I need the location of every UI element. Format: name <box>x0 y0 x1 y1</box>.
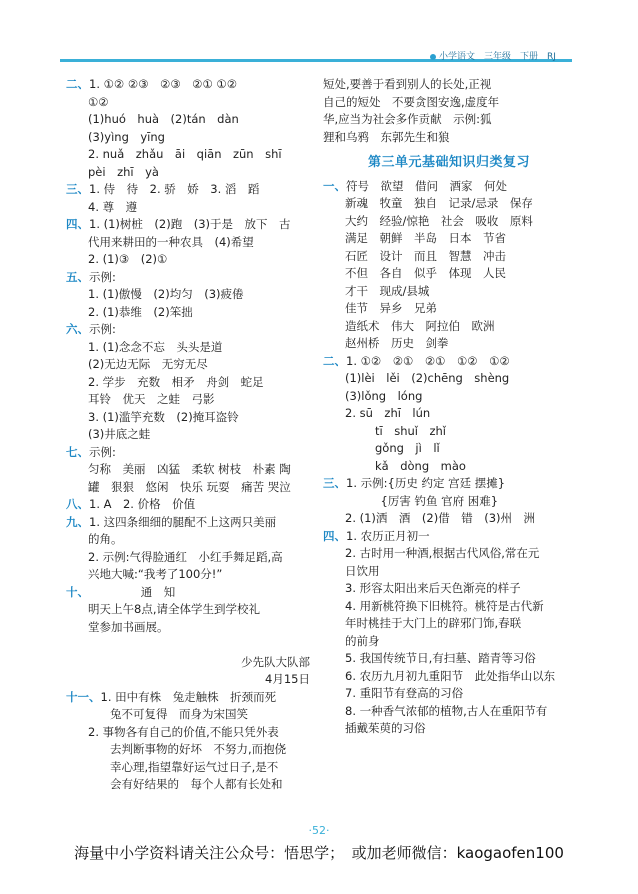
answer-line: 2. (1)洒 酒 (2)借 错 (3)州 洲 <box>345 511 535 525</box>
answer-line: 4月15日 <box>265 672 310 686</box>
right-top-continuation <box>323 76 575 146</box>
answer-line: 大约 经验/惊艳 社会 吸收 原料 <box>345 213 533 228</box>
answer-line: 3. (1)滥竽充数 (2)掩耳盗铃 <box>88 409 239 424</box>
answer-line: 3. 形容太阳出来后天色渐亮的样子 <box>345 581 521 595</box>
answer-line: 不但 各自 似乎 体现 人民 <box>345 266 506 280</box>
section-line: 四、1. 农历正月初一 <box>323 528 430 543</box>
answer-line: 去判断事物的好坏 不努力,而抱侥 <box>110 742 287 756</box>
answer-line: kǎ dòng mào <box>375 458 466 473</box>
answer-line: 满足 朝鲜 半岛 日本 节省 <box>345 231 506 245</box>
answer-line: 4. 尊 遵 <box>88 199 138 214</box>
answer-line: 插戴茱萸的习俗 <box>345 721 426 735</box>
answer-line: (1)huó huà (2)tán dàn <box>88 112 239 126</box>
answer-line: 明天上午8点,请全体学生到学校礼 <box>88 602 260 616</box>
answer-line: 兴地大喊:“我考了100分!” <box>88 567 223 581</box>
answer-line: {厉害 钓鱼 官府 困难} <box>323 493 499 508</box>
answer-line: 罐 狠狠 悠闲 快乐 玩耍 痛苦 哭泣 <box>88 479 291 494</box>
answer-line: 7. 重阳节有登高的习俗 <box>345 686 464 700</box>
answer-line: 短处,要善于看到别人的长处,正视 <box>323 77 492 91</box>
answer-line: 幸心理,指望靠好运气过日子,是不 <box>110 759 279 774</box>
right-column <box>323 76 575 738</box>
answer-line: 石匠 设计 而且 智慧 冲击 <box>345 248 506 263</box>
section-line: 七、示例: <box>66 444 116 459</box>
answer-line: 1. (1)念念不忘 头头是道 <box>88 339 223 354</box>
answer-line: ①② <box>88 94 109 109</box>
answer-line: pèi zhī yà <box>88 164 159 179</box>
page-number: ·52· <box>308 824 330 837</box>
answer-line: 狸和乌鸦 东郭先生和狼 <box>323 129 450 144</box>
header-tag-text: 小学语文 三年级 下册 RJ <box>439 52 556 62</box>
answer-line: 6. 农历九月初九重阳节 此处指华山以东 <box>345 668 556 683</box>
answer-line <box>66 636 318 654</box>
answer-line: 2. 学步 充数 相矛 舟剑 蛇足 <box>88 374 264 389</box>
answer-line: 新魂 牧童 独自 记录/忌录 保存 <box>345 196 533 210</box>
header-tag <box>430 49 556 62</box>
section-line: 二、1. ①② ②③ ②③ ②① ①② <box>66 77 238 91</box>
section-line: 三、1. 示例:{历史 约定 宫廷 摆摊} <box>323 476 506 490</box>
section-line: 十一、1. 田中有株 兔走触株 折颈而死 <box>66 689 277 704</box>
answer-line: 2. sū zhī lún <box>345 406 431 420</box>
answer-line: 代用来耕田的一种农具 (4)希望 <box>88 234 254 249</box>
unit-title: 第三单元基础知识归类复习 <box>367 155 530 170</box>
answer-line: 的前身 <box>345 633 380 648</box>
answer-line: 佳节 异乡 兄弟 <box>345 301 437 315</box>
answer-line: gǒng jì lǐ <box>375 441 440 455</box>
answer-line: 会有好结果的 每个人都有长处和 <box>110 777 283 791</box>
answer-line: 堂参加书画展。 <box>88 619 169 634</box>
answer-line: 1. (1)傲慢 (2)均匀 (3)疲倦 <box>88 287 244 301</box>
answer-line: 2. (1)③ (2)① <box>88 252 168 266</box>
section-line: 九、1. 这四条细细的腿配不上这两只美丽 <box>66 514 277 529</box>
answer-line: 2. (1)恭维 (2)笨拙 <box>88 304 193 319</box>
answer-line: 年时桃挂于大门上的辟邪门饰,春联 <box>345 616 522 630</box>
answer-line: 赵州桥 历史 剑拳 <box>345 336 449 350</box>
section-line: 三、1. 侍 待 2. 骄 娇 3. 滔 蹈 <box>66 182 260 196</box>
answer-line: 匀称 美丽 凶猛 柔软 树枝 朴素 陶 <box>88 462 291 476</box>
footer-notice: 海量中小学资料请关注公众号：悟思学； 或加老师微信：kaogaofen100 <box>74 844 564 862</box>
answer-line: 2. 事物各有自己的价值,不能只凭外表 <box>88 724 279 739</box>
section-line: 六、示例: <box>66 322 116 336</box>
answer-line: (3)yìng yīng <box>88 129 165 144</box>
answer-line: 才干 现成/县城 <box>345 283 430 298</box>
answer-line: 造纸术 伟大 阿拉伯 欧洲 <box>345 318 495 333</box>
answer-line: 华,应当为社会多作贡献 示例:狐 <box>323 112 492 126</box>
section-line: 八、1. A 2. 价格 价值 <box>66 497 196 511</box>
answer-line: 日饮用 <box>345 563 380 578</box>
section-line: 二、1. ①② ②① ②① ①② ①② <box>323 353 510 368</box>
answer-line: 5. 我国传统节日,有扫墓、踏青等习俗 <box>345 651 536 665</box>
answer-line: 2. nuǎ zhǎu āi qiān zūn shī <box>88 147 282 161</box>
left-column <box>66 76 318 794</box>
answer-line: tī shuǐ zhǐ <box>375 423 446 438</box>
answer-line: 4. 用新桃符换下旧桃符。桃符是古代新 <box>345 598 544 613</box>
section-line: 十、 通 知 <box>66 584 176 599</box>
answer-line: 兔不可复得 而身为宋国笑 <box>110 707 248 721</box>
answer-line: 的角。 <box>88 532 123 546</box>
answer-line: 自己的短处 不要贪图安逸,虚度年 <box>323 94 500 109</box>
answer-line: (3)井底之蛙 <box>88 427 151 441</box>
section-line: 一、符号 欲望 借问 酒家 何处 <box>323 178 507 193</box>
section-line: 五、示例: <box>66 269 116 284</box>
answer-line: 8. 一种香气浓郁的植物,古人在重阳节有 <box>345 703 548 718</box>
answer-line: 2. 示例:气得脸通红 小红手舞足蹈,高 <box>88 549 283 564</box>
section-line: 四、1. (1)树桩 (2)跑 (3)于是 放下 古 <box>66 217 291 231</box>
answer-line: 耳铃 优天 之蛙 弓影 <box>88 392 215 406</box>
answer-line: 少先队大队部 <box>241 654 310 669</box>
answer-line: (3)lǒng lóng <box>345 388 423 403</box>
answer-line: (1)lèi lěi (2)chēng shèng <box>345 371 510 385</box>
answer-line: 2. 古时用一种酒,根据古代风俗,常在元 <box>345 546 540 560</box>
right-answers <box>323 178 575 738</box>
answer-line: (2)无边无际 无穷无尽 <box>88 357 208 371</box>
bullet-icon <box>430 54 436 60</box>
